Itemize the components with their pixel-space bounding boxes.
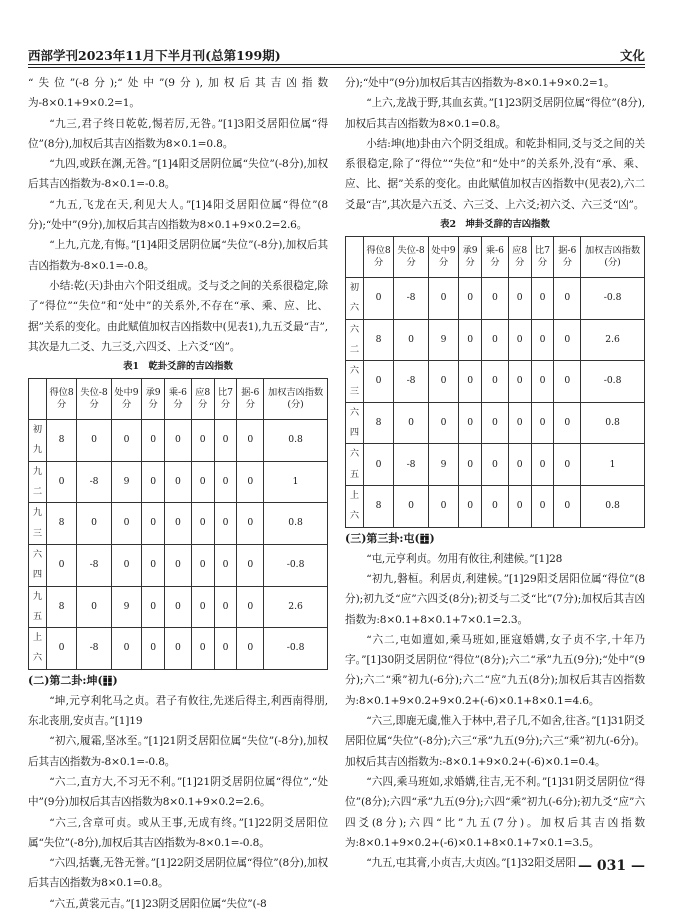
table-cell: 0 [165,461,192,503]
table-cell: 0 [508,486,531,528]
table-cell: 0 [554,444,581,486]
table-header-cell: 得位8分 [363,237,393,278]
table-header-cell: 加权吉凶指数(分) [581,237,645,278]
table-cell: 0 [165,544,192,586]
table-cell: 0 [214,586,237,628]
paragraph: “六四,乘马班如,求婚媾,往吉,无不利。”[1]31阴爻居阴位“得位”(8分);六四“承”九五(9分);六四“乘”初九(-6分);初九爻“应”六四爻(8分);六四“比”九五(7分)。加权后其吉凶指数为:8×0.1+9×0.2+(-6)×0.1+8×0.1+7×0.1=3.5。 [345,775,645,849]
table-cell: 0 [554,486,581,528]
table-cell: -0.8 [264,544,328,586]
table-cell: 0 [531,486,554,528]
table-cell: 0 [142,503,165,545]
table-cell: 上六 [29,628,47,670]
table-cell: -0.8 [581,361,645,403]
header-rule-thin [28,67,645,68]
table-row [29,461,328,503]
table-header-cell: 失位-8分 [77,379,112,420]
table-cell: 0 [531,319,554,361]
table-cell: -8 [77,461,112,503]
table-cell: 0 [459,486,482,528]
table-body [346,278,645,528]
table-row [29,628,328,670]
table-cell: 0 [482,402,509,444]
table-cell: 0 [459,444,482,486]
table-cell: 九三 [29,503,47,545]
table-cell: 0 [165,503,192,545]
table-cell: 0 [554,319,581,361]
section-heading: (二)第二卦:坤(䷁) [28,673,118,687]
table-cell: 8 [46,420,76,462]
table-cell: 0 [508,361,531,403]
table-header-cell: 乘-6分 [165,379,192,420]
table-header-cell: 处中9分 [428,237,458,278]
table-cell: 0 [77,503,112,545]
table-cell: 8 [363,486,393,528]
table-cell: 六三 [346,361,364,403]
table-cell: 0 [554,402,581,444]
table-cell: 0 [428,402,458,444]
table-cell: 0 [531,444,554,486]
table-cell: 0 [191,544,214,586]
table-cell: 0 [459,278,482,320]
table-cell: 8 [46,503,76,545]
table-header-cell: 得位8分 [46,379,76,420]
table-cell: 0 [237,420,264,462]
table-cell: 8 [363,402,393,444]
table-cell: 0 [363,444,393,486]
table-cell: 0 [191,461,214,503]
paragraph: “九三,君子终日乾乾,惕若厉,无咎。”[1]3阳爻居阳位属“得位”(8分),加权后其吉凶指数为8×0.1=0.8。 [28,117,328,150]
table-cell: 0 [459,319,482,361]
table-cell: 六二 [346,319,364,361]
table-cell: 0 [142,586,165,628]
right-column [345,73,645,873]
kun-table [345,236,645,528]
table-cell: 0 [508,402,531,444]
paragraph: “失位”(-8分);“处中”(9分),加权后其吉凶指数为-8×0.1+9×0.2=1。 [28,77,328,110]
table-cell: 1 [264,461,328,503]
table-header-cell: 据-6分 [554,237,581,278]
table-header-cell: 据-6分 [237,379,264,420]
table-cell: 0 [191,628,214,670]
table-cell: 0 [46,544,76,586]
table-cell: 0 [363,361,393,403]
table-cell: 0 [111,544,141,586]
table-cell: -8 [394,444,429,486]
table-row [346,319,645,361]
table-caption: 表1 乾卦爻辞的吉凶指数 [123,361,233,373]
table-row [29,544,328,586]
table-cell: 0 [191,420,214,462]
table-cell: 六四 [346,402,364,444]
table-cell: 初六 [346,278,364,320]
table-cell: 0 [482,361,509,403]
table-cell: 0 [508,319,531,361]
table-cell: 九二 [29,461,47,503]
table-row [346,361,645,403]
table-cell: 0 [531,361,554,403]
table-cell: 0 [554,361,581,403]
table-cell: 九五 [29,586,47,628]
table-cell: 0 [394,319,429,361]
table-row [346,444,645,486]
table-row [29,586,328,628]
table-cell: 0 [531,402,554,444]
table-cell: 0.8 [581,486,645,528]
table-row [346,486,645,528]
table-row [29,420,328,462]
table-header-cell [29,379,47,420]
table-header-cell: 应8分 [508,237,531,278]
table-cell: 0 [459,361,482,403]
table-cell: 0 [77,586,112,628]
table-cell: 0 [428,278,458,320]
paragraph: “六二,屯如邅如,乘马班如,匪寇婚媾,女子贞不字,十年乃字。”[1]30阴爻居阴位“得位”(8分);六二“承”九五(9分);“处中”(9分);六二“乘”初九(-6分);六二“应”九五(8分);加权后其吉凶指数为:8×0.1+9×0.2+9×0.2+(-6)×0.1+8×0.1=4.6。 [345,633,645,707]
table-cell: 0 [394,402,429,444]
table-cell: 0 [237,586,264,628]
table-header-cell: 比7分 [531,237,554,278]
table-cell: 0 [142,628,165,670]
paragraph: “屯,元亨利贞。勿用有攸往,利建候。”[1]28 [366,552,563,565]
table-cell: 9 [111,586,141,628]
table-cell: 0 [111,420,141,462]
table-cell: 8 [363,319,393,361]
paragraph: “六二,直方大,不习无不利。”[1]21阴爻居阴位属“得位”,“处中”(9分)加权后其吉凶指数为8×0.1+9×0.2=2.6。 [28,775,328,809]
table-cell: 0 [237,461,264,503]
table-cell: -8 [77,628,112,670]
table-cell: 0 [482,444,509,486]
table-cell: 0 [482,486,509,528]
table-cell: 0 [214,420,237,462]
table-cell: 0 [111,628,141,670]
section-heading: (三)第三卦:屯(䷂) [345,531,435,545]
table-row [346,402,645,444]
table-cell: 0 [428,486,458,528]
paragraph: “坤,元亨利牝马之贞。君子有攸往,先迷后得主,利西南得朋,东北丧朋,安贞吉。”[1]19 [28,694,328,728]
table-header-cell [346,237,364,278]
table-cell: 上六 [346,486,364,528]
table-header-cell: 乘-6分 [482,237,509,278]
paragraph: “六三,含章可贞。或从王事,无成有终。”[1]22阴爻居阳位属“失位”(-8分),加权后其吉凶指数为-8×0.1=-0.8。 [28,816,328,849]
table-header-cell: 比7分 [214,379,237,420]
paragraph: “上九,亢龙,有悔。”[1]4阳爻居阴位属“失位”(-8分),加权后其吉凶指数为-8×0.1=-0.8。 [28,239,328,272]
table-cell: 0 [46,461,76,503]
table-cell: 0.8 [264,503,328,545]
table-cell: 0 [428,361,458,403]
table-cell: 0 [214,461,237,503]
table-cell: 0 [214,544,237,586]
table-header-cell: 加权吉凶指数(分) [264,379,328,420]
header-rule [28,64,645,65]
table-cell: 0 [165,420,192,462]
page-number: — 031 — [578,858,645,874]
qian-table [28,378,328,670]
table-cell: 0.8 [264,420,328,462]
table-cell: 0 [142,420,165,462]
table-header-cell: 承9分 [142,379,165,420]
table-cell: 1 [581,444,645,486]
table-cell: 0 [191,586,214,628]
paragraph: 小结:乾(天)卦由六个阳爻组成。爻与爻之间的关系很稳定,除了“得位”“失位”和“处中”的关系外,不存在“承、乘、应、比、据”关系的变化。由此赋值加权吉凶指数中(见表1),九五爻最“吉”,其次是九二爻、九三爻,六四爻、上六爻“凶”。 [28,279,328,353]
table-cell: 0.8 [581,402,645,444]
table-cell: 0 [554,278,581,320]
page-header [28,44,645,64]
table-cell: -8 [394,361,429,403]
table-cell: 9 [428,444,458,486]
table-header-row [346,237,645,278]
table-cell: 0 [214,628,237,670]
table-cell: 0 [394,486,429,528]
table-header-row [29,379,328,420]
table-cell: 0 [191,503,214,545]
table-cell: 六四 [29,544,47,586]
paragraph: “六三,即鹿无虞,惟入于林中,君子几,不如舍,往吝。”[1]31阴爻居阳位属“失位”(-8分);六三“承”九五(9分);六三“乘”初九(-6分)。加权后其吉凶指数为:-8×0.1+9×0.2+(-6)×0.1=0.4。 [345,715,646,768]
table-cell: 0 [142,544,165,586]
table-header-cell: 承9分 [459,237,482,278]
table-cell: 0 [459,402,482,444]
section-label: 文化 [619,48,645,63]
table-cell: 2.6 [581,319,645,361]
table-cell: -0.8 [581,278,645,320]
table-header-cell: 失位-8分 [394,237,429,278]
table-cell: 六五 [346,444,364,486]
table-cell: 0 [165,628,192,670]
table-header-cell: 处中9分 [111,379,141,420]
table-cell: 0 [508,278,531,320]
table-cell: -0.8 [264,628,328,670]
table-cell: 0 [142,461,165,503]
table-cell: 0 [111,503,141,545]
table-cell: 0 [237,544,264,586]
left-column [28,73,328,914]
table-cell: 2.6 [264,586,328,628]
table-cell: 9 [428,319,458,361]
paragraph: “初六,履霜,坚冰至。”[1]21阴爻居阳位属“失位”(-8分),加权后其吉凶指数为-8×0.1=-0.8。 [28,735,328,768]
table-cell: 0 [77,420,112,462]
table-cell: 0 [482,278,509,320]
paragraph: “六五,黄裳元吉。”[1]23阴爻居阳位属“失位”(-8 [49,897,267,910]
table-header-cell: 应8分 [191,379,214,420]
paragraph: “九四,或跃在渊,无咎。”[1]4阳爻居阴位属“失位”(-8分),加权后其吉凶指数为-8×0.1=-0.8。 [28,158,328,191]
table-body [29,420,328,670]
table-cell: -8 [77,544,112,586]
table-cell: 初九 [29,420,47,462]
paragraph: 小结:坤(地)卦由六个阴爻组成。和乾卦相同,爻与爻之间的关系很稳定,除了“得位”“失位”和“处中”的关系外,没有“承、乘、应、比、据”关系的变化。由此赋值加权吉凶指数中(见表2),六二爻最“吉”,其次是六五爻、六三爻、上六爻;初六爻、六三爻“凶”。 [345,137,645,211]
paragraph: “上六,龙战于野,其血玄黄。”[1]23阴爻居阴位属“得位”(8分),加权后其吉凶指数为8×0.1=0.8。 [345,97,645,130]
journal-title: 西部学刊2023年11月下半月刊(总第199期) [28,48,281,63]
table-row [346,278,645,320]
paragraph: “初九,磐桓。利居贞,利建候。”[1]29阳爻居阳位属“得位”(8分);初九爻“应”六四爻(8分);初爻与二爻“比”(7分);加权后其吉凶指数为:8×0.1+8×0.1+7×0.1=2.3。 [345,572,645,626]
table-caption: 表2 坤卦爻辞的吉凶指数 [440,219,550,231]
table-cell: 0 [508,444,531,486]
table-cell: 0 [214,503,237,545]
table-cell: 0 [363,278,393,320]
paragraph: 分);“处中”(9分)加权后其吉凶指数为-8×0.1+9×0.2=1。 [345,77,615,89]
table-cell: 8 [46,586,76,628]
paragraph: “九五,屯其膏,小贞吉,大贞凶。”[1]32阳爻居阳 [366,857,576,870]
table-cell: 9 [111,461,141,503]
paragraph: “六四,括囊,无咎无誉。”[1]22阴爻居阴位属“得位”(8分),加权后其吉凶指数为8×0.1=0.8。 [28,857,328,890]
table-cell: -8 [394,278,429,320]
table-cell: 0 [237,503,264,545]
table-cell: 0 [531,278,554,320]
table-cell: 0 [482,319,509,361]
paragraph: “九五,飞龙在天,利见大人。”[1]4阳爻居阳位属“得位”(8分);“处中”(9分),加权后其吉凶指数为8×0.1+9×0.2=2.6。 [28,198,328,232]
table-cell: 0 [237,628,264,670]
table-cell: 0 [165,586,192,628]
table-row [29,503,328,545]
table-cell: 0 [46,628,76,670]
